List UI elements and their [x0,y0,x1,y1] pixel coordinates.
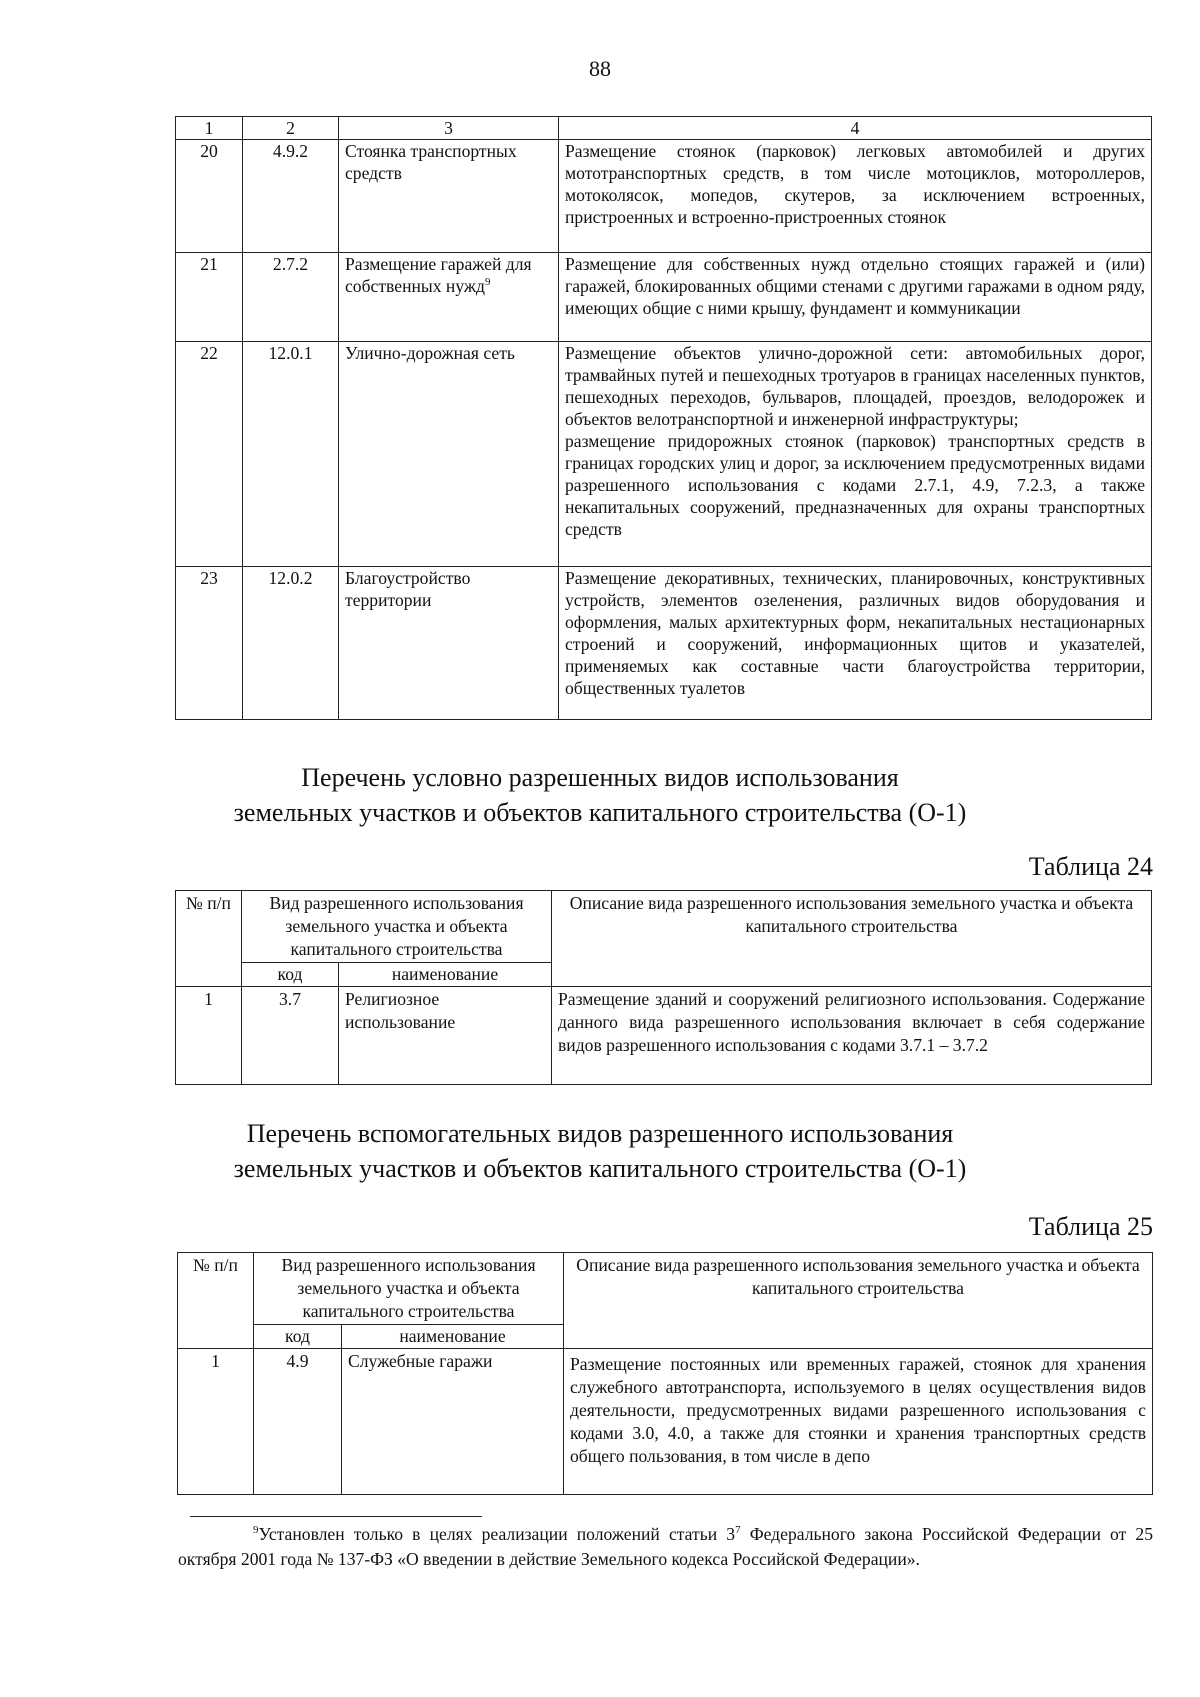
column-number-2: 2 [243,117,339,140]
use-code: 4.9 [254,1349,342,1495]
use-name: Служебные гаражи [342,1349,564,1495]
footnote-reference: 9 [485,276,491,289]
use-code: 2.7.2 [243,253,339,342]
row-number: 22 [176,342,243,567]
auxiliary-uses-table [177,1252,1153,1495]
use-name-text: Размещение гаражей для собственных нужд [345,254,532,296]
heading-line: Перечень условно разрешенных видов использования [301,763,899,792]
column-header-name: наименование [342,1325,564,1349]
footnote [178,1522,1153,1572]
use-description: Размещение постоянных или временных гаражей, стоянок для хранения служебного автотранспорта, используемого в целях осуществления видов деятельности, предусмотренных видами разрешенного использования с кодами 3.0, 4.0, а также для стоянки и хранения транспортных средств общего пользования, в том числе в депо [564,1349,1153,1495]
auxiliary-uses-heading [0,1116,1200,1186]
page-number: 88 [589,56,611,81]
use-name: Стоянка транспортных средств [339,140,559,253]
table-row [176,253,1152,342]
heading-line: Перечень вспомогательных видов разрешенного использования [246,1119,954,1148]
use-description [559,140,1152,253]
use-name: Благоустройство территории [339,567,559,720]
row-number: 23 [176,567,243,720]
column-number-4: 4 [559,117,1152,140]
column-header-name: наименование [339,963,552,987]
column-number-3: 3 [339,117,559,140]
use-name [339,253,559,342]
row-number: 21 [176,253,243,342]
column-header-description: Описание вида разрешенного использования земельного участка и объекта капитального строительства [564,1253,1153,1349]
heading-line: земельных участков и объектов капитального строительства (О-1) [233,798,967,827]
column-header-use-kind: Вид разрешенного использования земельного участка и объекта капитального строительства [254,1253,564,1325]
table-row [178,1349,1153,1495]
column-header-code: код [254,1325,342,1349]
column-header-number: № п/п [178,1253,254,1349]
row-number: 1 [176,987,242,1085]
use-description [559,253,1152,342]
use-code: 3.7 [242,987,339,1085]
description-paragraph: Размещение объектов улично-дорожной сети: автомобильных дорог, трамвайных путей и пешеходных тротуаров в границах населенных пунктов, пешеходных переходов, бульваров, площадей, проездов, велодорожек и объектов велотранспортной и инженерной инфраструктуры; [565,343,1145,429]
row-number: 1 [178,1349,254,1495]
conditional-uses-table [175,890,1152,1085]
table-row [176,140,1152,253]
row-number: 20 [176,140,243,253]
description-paragraph: Размещение декоративных, технических, планировочных, конструктивных устройств, элементов озеленения, различных видов оборудования и оформления, малых архитектурных форм, некапитальных нестационарных строений и сооружений, информационных щитов и указателей, применяемых как составные части благоустройства территории, общественных туалетов [565,568,1145,698]
description-paragraph: Размещение стоянок (парковок) легковых автомобилей и других мототранспортных средств, в том числе мотоциклов, мотороллеров, мотоколясок, мопедов, скутеров, за исключением встроенных, пристроенных и встроенно-пристроенных стоянок [565,141,1145,227]
footnote-marker: 9 [253,1524,259,1537]
table-header-row [178,1253,1153,1325]
use-code: 4.9.2 [243,140,339,253]
table-25-caption: Таблица 25 [1028,1212,1153,1241]
conditional-uses-heading [0,760,1200,830]
column-header-description: Описание вида разрешенного использования земельного участка и объекта капитального строительства [552,891,1152,987]
table-row [176,342,1152,567]
use-code: 12.0.2 [243,567,339,720]
column-header-number: № п/п [176,891,242,987]
column-header-use-kind: Вид разрешенного использования земельного участка и объекта капитального строительства [242,891,552,963]
table-header-row [176,117,1152,140]
use-name: Улично-дорожная сеть [339,342,559,567]
footnote-text: Установлен только в целях реализации положений статьи 3 [258,1524,736,1544]
footnote-article-sup: 7 [735,1524,741,1537]
table-header-row [176,891,1152,963]
use-description [559,567,1152,720]
use-name: Религиозное использование [339,987,552,1085]
use-code: 12.0.1 [243,342,339,567]
heading-line: земельных участков и объектов капитального строительства (О-1) [233,1154,967,1183]
table-row [176,567,1152,720]
use-description: Размещение зданий и сооружений религиозного использования. Содержание данного вида разрешенного использования включает в себя содержание видов разрешенного использования с кодами 3.7.1 – 3.7.2 [552,987,1152,1085]
footnote-text-continued: Федерального закона Российской Федерации от 25 октября 2001 года № 137-ФЗ «О введении в действие Земельного кодекса Российской Федерации». [178,1524,1153,1569]
land-use-table-continued [175,116,1152,720]
use-description [559,342,1152,567]
footnote-separator [190,1516,482,1517]
description-paragraph: размещение придорожных стоянок (парковок) транспортных средств в границах городских улиц и дорог, за исключением предусмотренных видами разрешенного использования с кодами 2.7.1, 4.9, 7.2.3, а также некапитальных сооружений, предназначенных для охраны транспортных средств [565,431,1145,539]
column-number-1: 1 [176,117,243,140]
table-row [176,987,1152,1085]
description-paragraph: Размещение для собственных нужд отдельно стоящих гаражей и (или) гаражей, блокированных общими стенами с другими гаражами в одном ряду, имеющих общие с ними крышу, фундамент и коммуникации [565,254,1145,318]
column-header-code: код [242,963,339,987]
table-24-caption: Таблица 24 [1028,852,1153,881]
